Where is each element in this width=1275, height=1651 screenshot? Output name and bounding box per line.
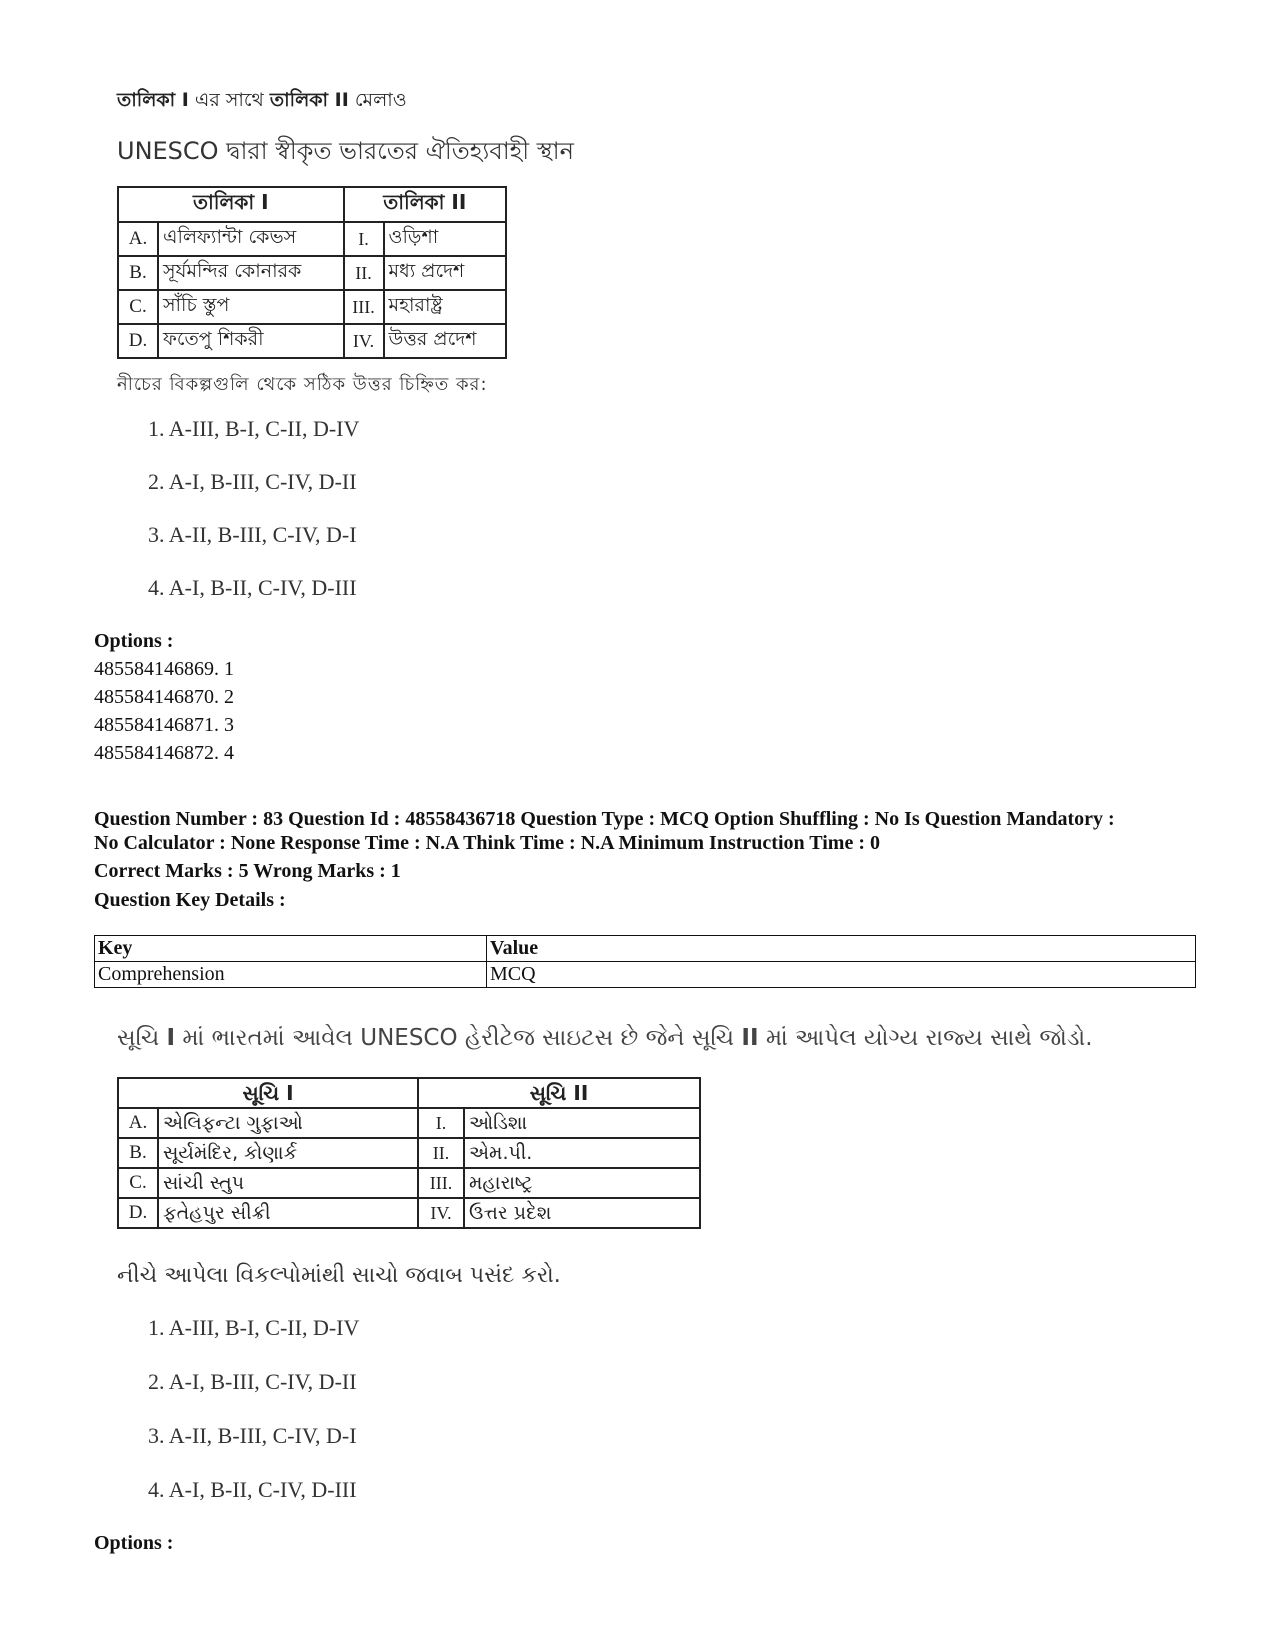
question-heading [117,1025,1093,1051]
table-row [118,1168,700,1198]
state-name: ઉત્તર પ્રદેશ [464,1198,700,1228]
option-item: 485584146872. 4 [94,742,234,764]
table-header-list-two: তালিকা II [344,187,506,222]
table-row [118,1138,700,1168]
instruction-connector: এর সাথে [188,89,270,111]
matching-table [117,186,507,359]
table-header-list-two: સૂચિ II [418,1078,700,1108]
table-row [118,290,506,324]
heading-list-two: II [741,1025,759,1051]
row-letter: C. [118,290,158,324]
state-name: উত্তর প্রদেশ [384,324,506,358]
state-name: ওড়িশা [384,222,506,256]
answer-choice: 3. A-II, B-III, C-IV, D-I [148,1423,357,1448]
answer-choice: 3. A-II, B-III, C-IV, D-I [148,522,357,547]
heritage-site: এলিফ্যান্টা কেভস [158,222,344,256]
option-item: 485584146870. 2 [94,686,234,708]
heading-list-one: I [166,1025,176,1051]
heritage-site: সূর্যমন্দির কোনারক [158,256,344,290]
row-roman: IV. [418,1198,464,1228]
state-name: એમ.પી. [464,1138,700,1168]
table-row [118,256,506,290]
row-letter: B. [118,256,158,290]
row-roman: III. [418,1168,464,1198]
options-label: Options : [94,1532,174,1554]
answer-choice: 1. A-III, B-I, C-II, D-IV [148,1315,360,1340]
question-heading: UNESCO দ্বারা স্বীকৃত ভারতের ঐতিহ্যবাহী স্থান [117,137,574,165]
answer-choice: 4. A-I, B-II, C-IV, D-III [148,575,357,600]
table-header-list-one: তালিকা I [118,187,344,222]
value-cell: MCQ [487,962,1196,988]
list-one-label: তালিকা I [117,89,189,111]
answer-choice: 1. A-III, B-I, C-II, D-IV [148,416,360,441]
options-label: Options : [94,630,174,652]
row-roman: IV. [344,324,384,358]
marks-line: Correct Marks : 5 Wrong Marks : 1 [94,860,401,882]
state-name: মধ্য প্রদেশ [384,256,506,290]
choose-instruction: নীচের বিকল্পগুলি থেকে সঠিক উত্তর চিহ্নিত কর: [117,374,488,395]
heading-part: માં ભારતમાં આવેલ UNESCO હેરીટેજ સાઇટસ છે જેને સૂચિ [175,1025,742,1051]
heading-part: સૂચિ [117,1025,167,1051]
table-row [118,1198,700,1228]
key-cell: Comprehension [95,962,487,988]
question-meta-line-1: Question Number : 83 Question Id : 48558436718 Question Type : MCQ Option Shuffling : No Is Question Mandatory : [94,808,1115,830]
list-two-label: তালিকা II [269,89,349,111]
heritage-site: সাঁচি স্তুপ [158,290,344,324]
table-row [118,222,506,256]
table-row [118,324,506,358]
state-name: ઓડિશા [464,1108,700,1138]
question-meta-line-2: No Calculator : None Response Time : N.A Think Time : N.A Minimum Instruction Time : 0 [94,832,880,854]
row-roman: I. [344,222,384,256]
instruction-verb: মেলাও [348,89,407,111]
row-roman: II. [418,1138,464,1168]
option-item: 485584146869. 1 [94,658,234,680]
match-instruction [117,86,407,118]
heritage-site: એલિફન્ટા ગુફાઓ [158,1108,418,1138]
choose-instruction: નીચે આપેલા વિકલ્પોમાંથી સાચો જવાબ પસંદ કરો. [117,1263,561,1288]
matching-table [117,1077,701,1229]
heritage-site: ફતેહપુર સીક્રી [158,1198,418,1228]
heading-part: માં આપેલ યોગ્ય રાજ્ય સાથે જોડો. [758,1025,1093,1051]
row-roman: III. [344,290,384,324]
row-letter: D. [118,324,158,358]
table-header-list-one: સૂચિ I [118,1078,418,1108]
value-header: Value [487,936,1196,962]
heritage-site: સાંચી સ્તુપ [158,1168,418,1198]
answer-choice: 4. A-I, B-II, C-IV, D-III [148,1477,357,1502]
option-item: 485584146871. 3 [94,714,234,736]
key-header: Key [95,936,487,962]
answer-choice: 2. A-I, B-III, C-IV, D-II [148,469,357,494]
answer-choice: 2. A-I, B-III, C-IV, D-II [148,1369,357,1394]
row-letter: B. [118,1138,158,1168]
row-letter: D. [118,1198,158,1228]
row-letter: A. [118,222,158,256]
row-roman: II. [344,256,384,290]
table-row [118,1108,700,1138]
heritage-site: સૂર્યમંદિર, કોણાર્ક [158,1138,418,1168]
question-key-table [94,935,1196,988]
row-letter: C. [118,1168,158,1198]
row-roman: I. [418,1108,464,1138]
key-details-label: Question Key Details : [94,889,286,911]
state-name: મહારાષ્ટ્ર [464,1168,700,1198]
state-name: মহারাষ্ট্র [384,290,506,324]
heritage-site: ফতেপু শিকরী [158,324,344,358]
row-letter: A. [118,1108,158,1138]
